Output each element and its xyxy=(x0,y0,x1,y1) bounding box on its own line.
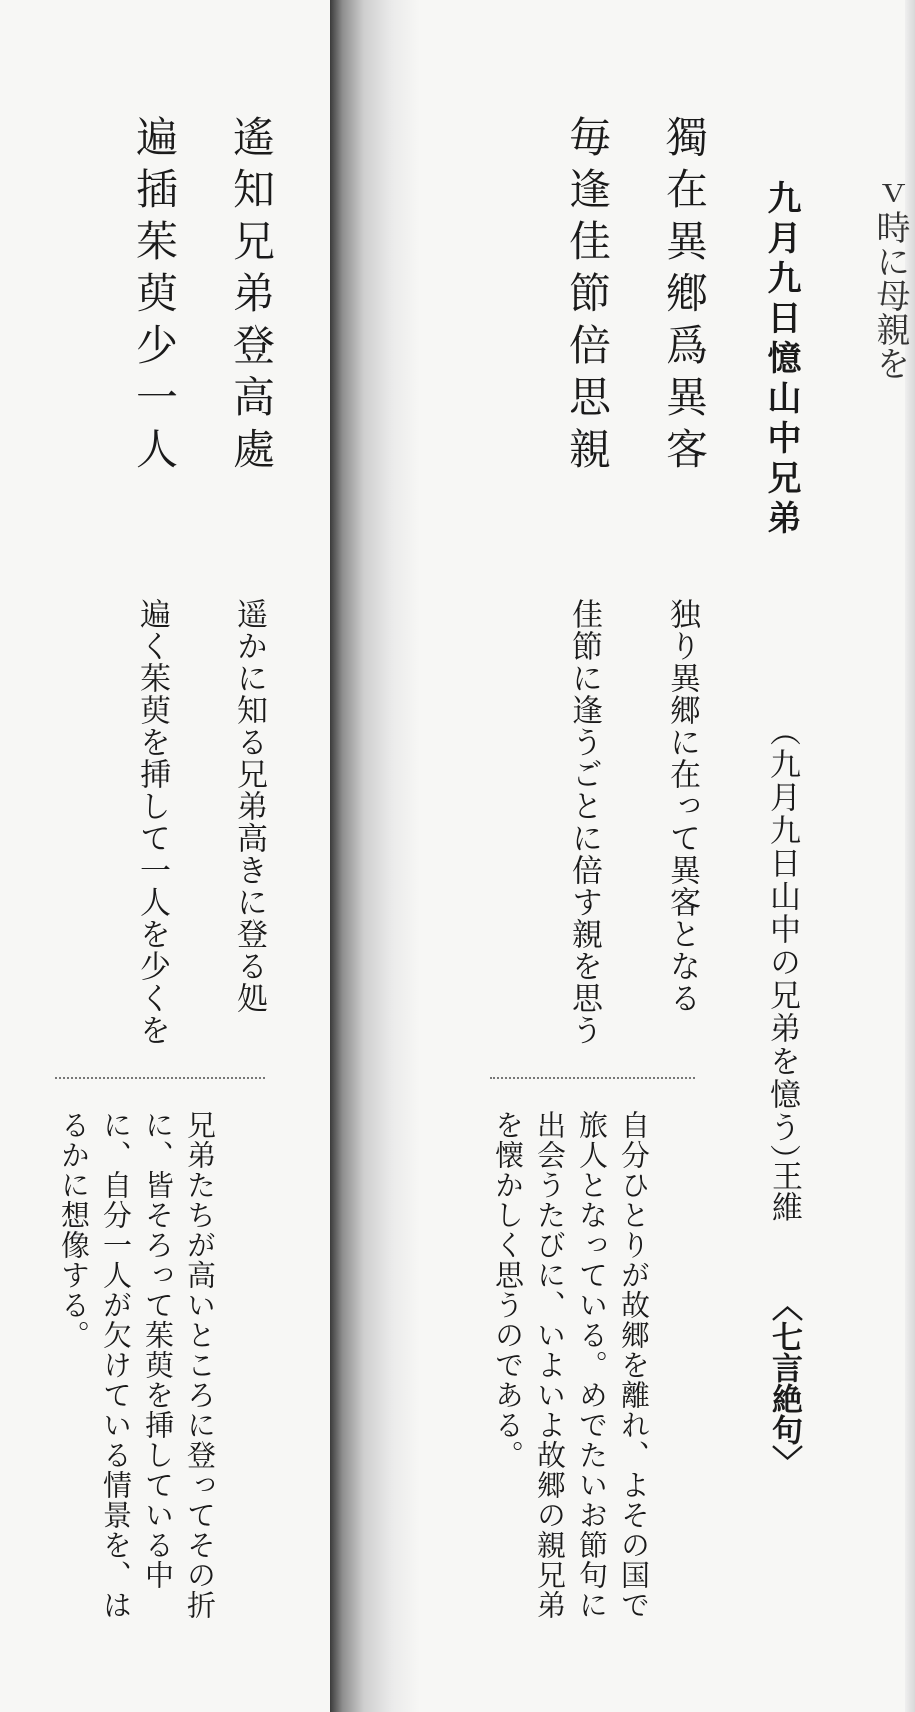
commentary-right: 自分ひとりが故郷を離れ、よその国で旅人となっている。めでたいお節句に出会うたびに、いよいよ故郷の親兄弟を懐かしく思うのである。 xyxy=(491,1110,651,1620)
poem-reading-2: 佳節に逢うごとに倍す親を思う xyxy=(566,598,602,1046)
poem-title: 九月九日憶山中兄弟 xyxy=(761,180,801,540)
poem-author: 王維 xyxy=(766,1160,802,1222)
poem-title-reading: （九月九日山中の兄弟を憶う） xyxy=(764,715,800,1177)
commentary-left: 兄弟たちが高いところに登ってその折に、皆そろって茱萸を挿している中に、自分一人が欠けている情景を、はるかに想像する。 xyxy=(57,1110,217,1620)
poem-line-4: 遍插茱萸少一人 xyxy=(130,115,179,479)
poem-reading-3: 遥かに知る兄弟高きに登る処 xyxy=(231,598,267,1014)
poem-line-2: 毎逢佳節倍思親 xyxy=(563,115,612,479)
book-gutter-shadow xyxy=(330,0,420,1712)
next-page-edge-text: ｖ時に母親を xyxy=(870,176,910,380)
poem-line-3: 遙知兄弟登高處 xyxy=(227,115,276,479)
separator-right xyxy=(490,1077,695,1079)
poem-reading-4: 遍く茱萸を挿して一人を少くを xyxy=(134,598,170,1046)
poem-line-1: 獨在異鄕爲異客 xyxy=(660,115,709,479)
separator-left xyxy=(55,1077,265,1079)
poem-form: 〈七言絶句〉 xyxy=(766,1290,802,1476)
poem-reading-1: 独り異郷に在って異客となる xyxy=(664,598,700,1014)
